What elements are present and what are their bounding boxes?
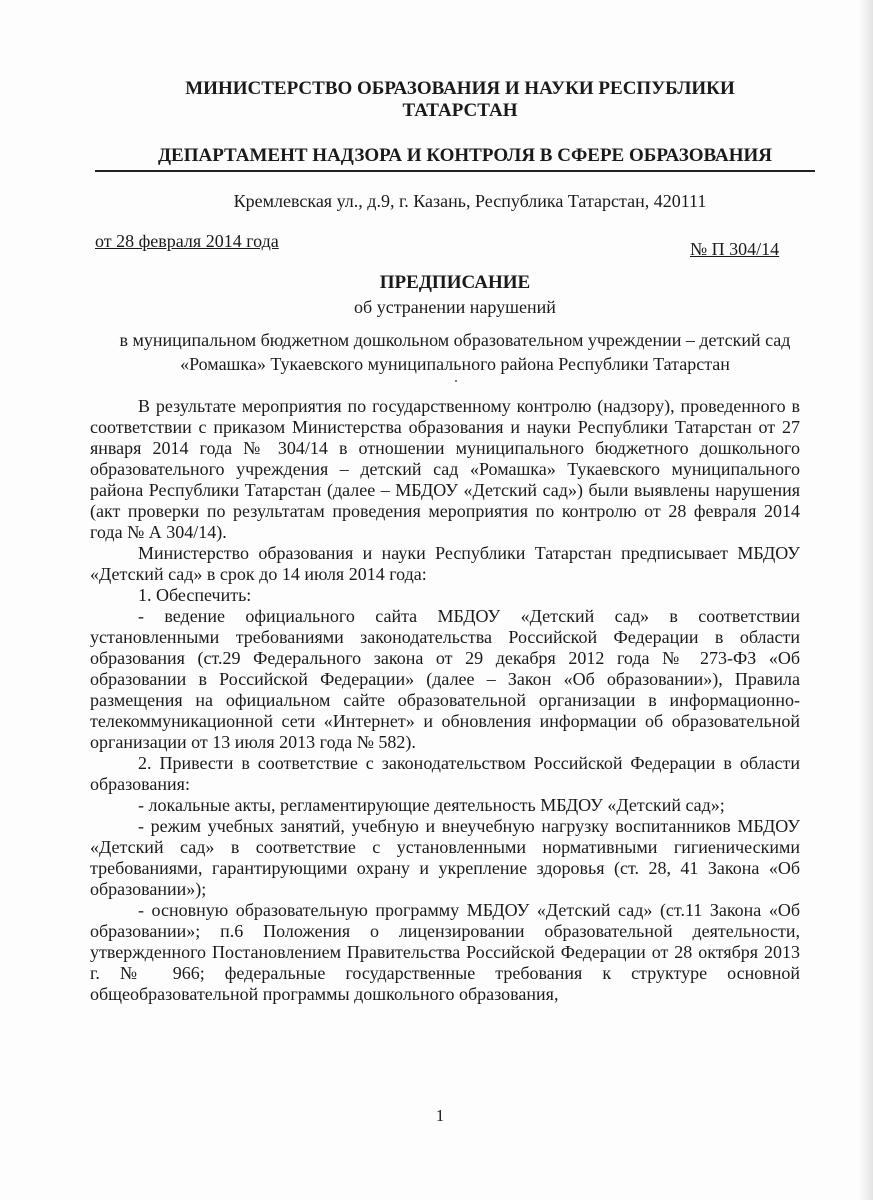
- paragraph-prescription: Министерство образования и науки Республики Татарстан предписывает МБДОУ «Детский сад» в срок до 14 июля 2014 года:: [90, 543, 800, 584]
- page-number: 1: [435, 1106, 445, 1125]
- document-subtitle: об устранении нарушений: [354, 297, 556, 317]
- ministry-heading: МИНИСТЕРСТВО ОБРАЗОВАНИЯ И НАУКИ РЕСПУБЛИКИ ТАТАРСТАН: [185, 78, 735, 121]
- department-heading: ДЕПАРТАМЕНТ НАДЗОРА И КОНТРОЛЯ В СФЕРЕ ОБРАЗОВАНИЯ: [157, 145, 773, 166]
- paragraph-findings: В результате мероприятия по государственному контролю (надзору), проведенного в соответствии с приказом Министерства образования и науки Республики Татарстан от 27 января 2014 года № 304/14 в отношении муниципального бюджетного дошкольного образовательного учреждения – детский сад «Ромашка» Тукаевского муниципального района Республики Татарстан (далее – МБДОУ «Детский сад») были выявлены нарушения (акт проверки по результатам проведения мероприятия по контролю от 28 февраля 2014 года № А 304/14).: [90, 396, 800, 542]
- paragraph-item-1-website: - ведение официального сайта МБДОУ «Детский сад» в соответствии установленными требованиями законодательства Российской Федерации в области образования (ст.29 Федерального закона от 29 декабря 2012 года № 273-ФЗ «Об образовании в Российской Федерации» (далее – Закон «Об образовании»), Правила размещения на официальном сайте образовательной организации в информационно-телекоммуникационной сети «Интернет» и обновления информации об образовательной организации от 13 июля 2013 года № 582).: [90, 606, 800, 752]
- document-subject: в муниципальном бюджетном дошкольном образовательном учреждении – детский сад «Ромашка» Тукаевского муниципального района Республики Татарстан: [119, 330, 791, 374]
- paragraph-item-2-program: - основную образовательную программу МБДОУ «Детский сад» (ст.11 Закона «Об образовании»; п.6 Положения о лицензировании образовательной деятельности, утвержденного Постановлением Правительства Российской Федерации от 28 октября 2013 г. № 966; федеральные государственные требования к структуре основной общеобразовательной программы дошкольного образования,: [90, 900, 800, 1004]
- document-number: № П 304/14: [690, 239, 780, 259]
- paragraph-item-2-local-acts: - локальные акты, регламентирующие деятельность МБДОУ «Детский сад»;: [138, 795, 725, 815]
- header-divider: [95, 170, 815, 172]
- paragraph-item-1: 1. Обеспечить:: [138, 585, 252, 605]
- paragraph-item-2: 2. Привести в соответствие с законодательством Российской Федерации в области образования:: [90, 753, 800, 794]
- address-line: Кремлевская ул., д.9, г. Казань, Республика Татарстан, 420111: [233, 191, 707, 211]
- scan-speck: [455, 380, 457, 382]
- document-date: от 28 февраля 2014 года: [95, 231, 279, 251]
- paragraph-item-2-schedule: - режим учебных занятий, учебную и внеучебную нагрузку воспитанников МБДОУ «Детский сад» в соответствие с установленными нормативными гигиеническими требованиями, гарантирующими охрану и укрепление здоровья (ст. 28, 41 Закона «Об образовании»);: [90, 816, 800, 899]
- page-edge-shadow: [859, 0, 873, 1200]
- document-body: [90, 396, 800, 1005]
- document-title: ПРЕДПИСАНИЕ: [379, 272, 531, 293]
